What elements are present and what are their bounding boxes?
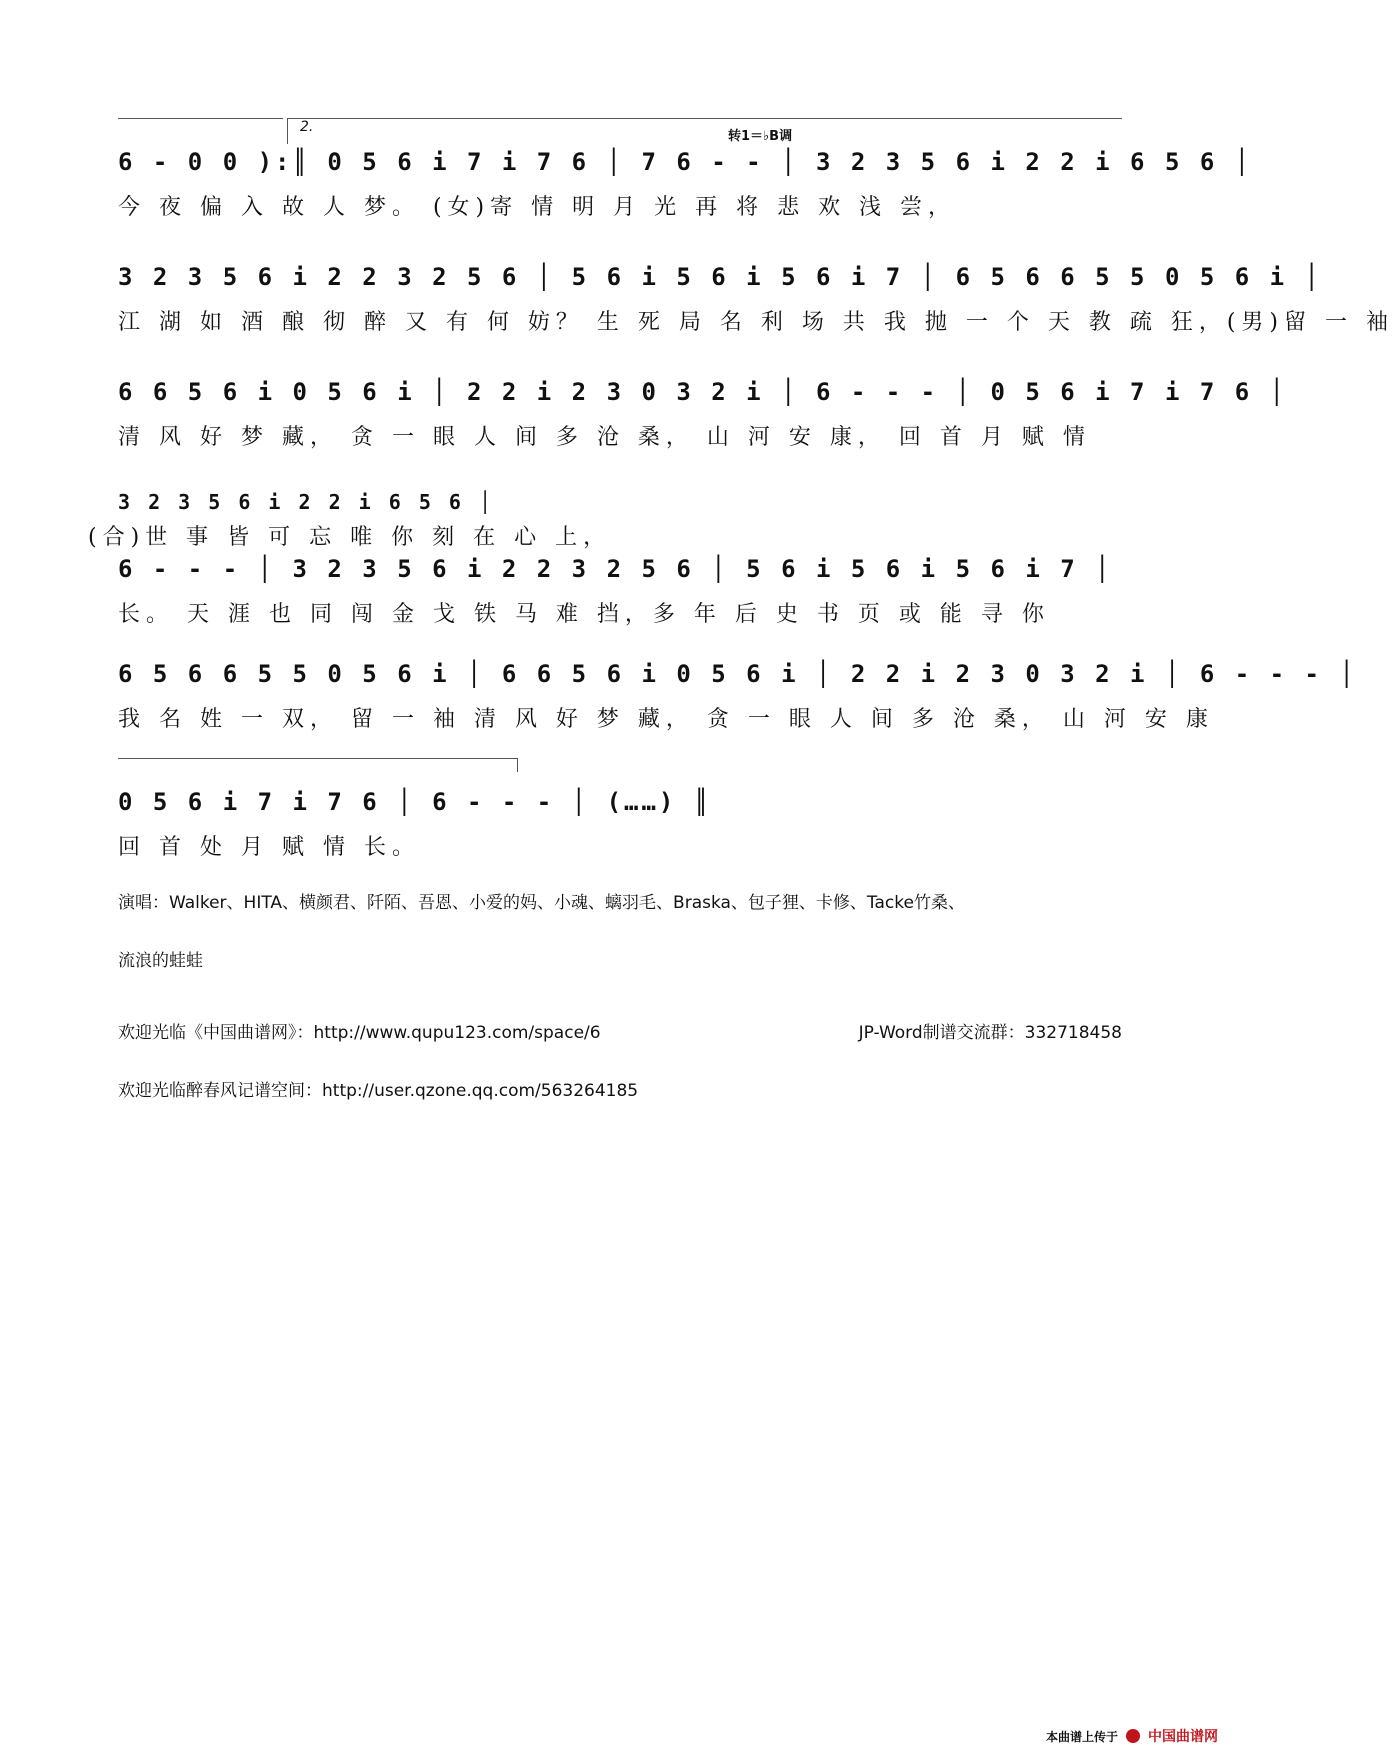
upload-text: 本曲谱上传于 [1045,1729,1118,1744]
site-name: 中国曲谱网 [1148,1729,1218,1745]
notes: 6 5 6 6 5 5 0 5 6 i │ 6 6 5 6 i 0 5 6 i │ 2 2 i 2 3 0 3 2 i │ 6 - - - │ [118,660,1357,688]
lyrics: 江 湖 如 酒 酿 彻 醉 又 有 何 妨？ 生 死 局 名 利 场 共 我 抛 一 个 天 教 疏 狂，(男)留 一 袖 [118,310,1394,335]
lyrics: (合)世 事 皆 可 忘 唯 你 刻 在 心 上， [88,525,612,550]
key-change: 转1＝♭B调 [728,129,793,144]
notes: 0 5 6 i 7 i 7 6 │ 6 - - - │ (……) ║ [118,788,712,816]
notes: 6 6 5 6 i 0 5 6 i │ 2 2 i 2 3 0 3 2 i │ 6 - - - │ 0 5 6 i 7 i 7 6 │ [118,378,1288,406]
site-link: 欢迎光临《中国曲谱网》：http://www.qupu123.com/space/6 [118,1023,601,1043]
notes: 3 2 3 5 6 i 2 2 3 2 5 6 │ 5 6 i 5 6 i 5 6 i 7 │ 6 5 6 6 5 5 0 5 6 i │ [118,263,1322,291]
top-rule-right [287,118,1122,119]
volta-bracket-left [287,118,288,144]
lyrics: 今 夜 偏 入 故 人 梦。 (女)寄 情 明 月 光 再 将 悲 欢 浅 尝， [118,195,957,220]
space-link: 欢迎光临醉春风记谱空间：http://user.qzone.qq.com/563264185 [118,1081,639,1101]
lyrics: 回 首 处 月 赋 情 长。 [118,835,420,860]
top-rule-left [118,118,283,119]
notes: 3 2 3 5 6 i 2 2 i 6 5 6 │ [118,490,495,514]
final-volta-bracket [517,758,518,772]
notes: 6 - - - │ 3 2 3 5 6 i 2 2 3 2 5 6 │ 5 6 i 5 6 i 5 6 i 7 │ [118,555,1113,583]
lyrics: 清 风 好 梦 藏， 贪 一 眼 人 间 多 沧 桑， 山 河 安 康， 回 首 月 赋 情 [118,425,1091,450]
footer [1046,1726,1218,1746]
volta-label: 2. [300,119,314,135]
lyrics: 我 名 姓 一 双， 留 一 袖 清 风 好 梦 藏， 贪 一 眼 人 间 多 沧 桑， 山 河 安 康 [118,707,1214,732]
singers-credit: 演唱：Walker、HITA、横颜君、阡陌、吾恩、小爱的妈、小魂、螭羽毛、Braska、包子狸、卡修、Tacke竹桑、 [118,893,965,913]
final-volta-rule [118,758,518,759]
group-line: JP-Word制谱交流群：332718458 [858,1023,1122,1043]
lyrics: 长。 天 涯 也 同 闯 金 戈 铁 马 难 挡，多 年 后 史 书 页 或 能 寻 你 [118,602,1050,627]
singers-credit-continued: 流浪的蛙蛙 [118,951,203,971]
site-logo-icon [1126,1729,1140,1743]
notes: 6 - 0 0 ):║ 0 5 6 i 7 i 7 6 │ 7 6 - - │ 3 2 3 5 6 i 2 2 i 6 5 6 │ [118,148,1253,176]
